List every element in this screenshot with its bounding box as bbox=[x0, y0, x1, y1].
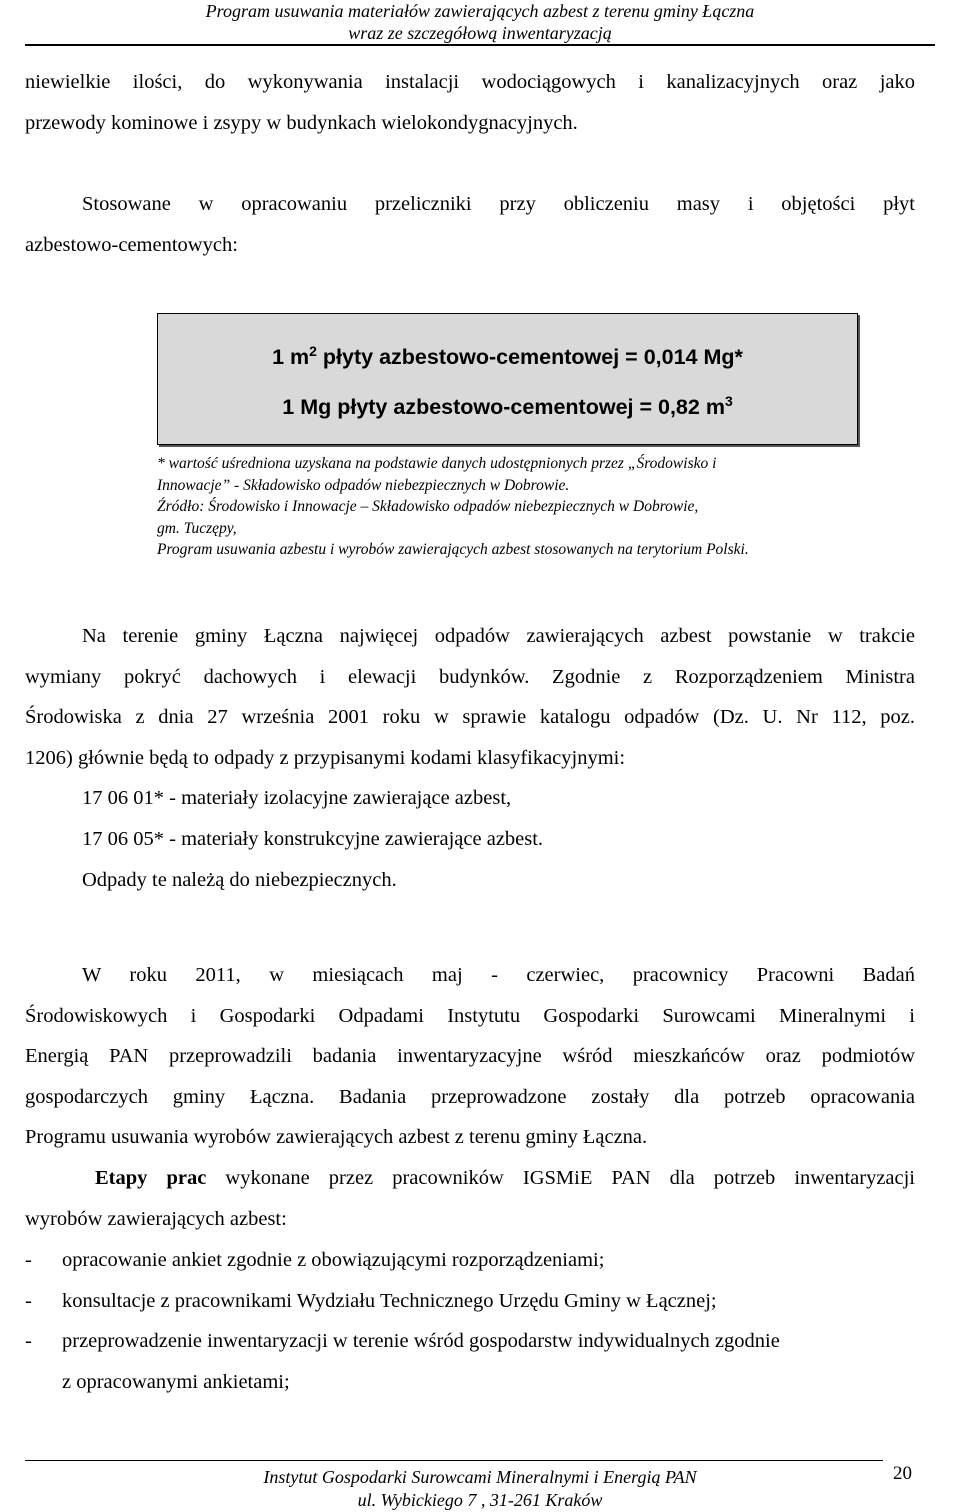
footer-line-1: Instytut Gospodarki Surowcami Mineralnymi i Energią PAN bbox=[263, 1467, 697, 1487]
list-dash: - bbox=[25, 1249, 32, 1271]
list-dash: - bbox=[25, 1290, 32, 1312]
converters-paragraph bbox=[25, 184, 915, 265]
waste-line-3: Środowiska z dnia 27 września 2001 roku w sprawie katalogu odpadów (Dz. U. Nr 112, poz. bbox=[25, 706, 915, 729]
waste-code-2: 17 06 05* - materiały konstrukcyjne zawierające azbest. bbox=[82, 827, 544, 850]
intro-paragraph bbox=[25, 62, 915, 143]
footer-rule bbox=[25, 1460, 883, 1461]
list-item bbox=[25, 1240, 915, 1281]
note-line-2: Innowacje” - Składowisko odpadów niebezpiecznych w Dobrowie. bbox=[157, 476, 570, 494]
stages-bold-label: Etapy prac bbox=[95, 1167, 207, 1189]
note-line-4: gm. Tuczępy, bbox=[157, 519, 237, 537]
header-line-1: Program usuwania materiałów zawierających azbest z terenu gminy Łączna bbox=[205, 1, 755, 21]
converters-line-1: Stosowane w opracowaniu przeliczniki przy obliczeniu masy i objętości płyt bbox=[82, 193, 915, 215]
stages-line-1: Etapy prac wykonane przez pracowników IGSMiE PAN dla potrzeb inwentaryzacji bbox=[95, 1167, 916, 1189]
waste-line-4: 1206) głównie będą to odpady z przypisanymi kodami klasyfikacyjnymi: bbox=[25, 746, 626, 769]
note-line-1: * wartość uśredniona uzyskana na podstawie danych udostępnionych przez „Środowisko i bbox=[157, 455, 717, 472]
waste-paragraph bbox=[25, 616, 915, 900]
list-item bbox=[25, 1281, 915, 1322]
waste-hazard-note: Odpady te należą do niebezpiecznych. bbox=[82, 868, 397, 891]
running-header bbox=[0, 0, 960, 44]
list-dash: - bbox=[25, 1330, 32, 1352]
survey-line-1: W roku 2011, w miesiącach maj - czerwiec, pracownicy Pracowni Badań bbox=[82, 964, 915, 986]
footer bbox=[0, 1466, 960, 1512]
waste-line-2: wymiany pokryć dachowych i elewacji budynków. Zgodnie z Rozporządzeniem Ministra bbox=[25, 665, 915, 688]
source-note bbox=[157, 453, 877, 561]
conversion-row-1: 1 $m^2$ płyty azbestowo-cementowej = 0,014 Mg* bbox=[272, 343, 743, 369]
header-line-2: wraz ze szczegółową inwentaryzacją bbox=[348, 23, 612, 43]
survey-paragraph bbox=[25, 955, 915, 1158]
survey-line-3: Energią PAN przeprowadzili badania inwentaryzacyjne wśród mieszkańców oraz podmiotów bbox=[25, 1045, 915, 1068]
survey-line-2: Środowiskowych i Gospodarki Odpadami Instytutu Gospodarki Surowcami Mineralnymi i bbox=[25, 1004, 915, 1027]
list-item bbox=[25, 1321, 915, 1403]
waste-code-1: 17 06 01* - materiały izolacyjne zawierające azbest, bbox=[82, 787, 512, 810]
stages-line-2: wyrobów zawierających azbest: bbox=[25, 1207, 287, 1230]
survey-line-5: Programu usuwania wyrobów zawierających azbest z terenu gminy Łączna. bbox=[25, 1126, 648, 1149]
list-item-text: opracowanie ankiet zgodnie z obowiązującymi rozporządzeniami; bbox=[62, 1249, 605, 1271]
waste-line-1: Na terenie gminy Łączna najwięcej odpadów zawierających azbest powstanie w trakcie bbox=[82, 625, 915, 647]
note-line-5: Program usuwania azbestu i wyrobów zawierających azbest stosowanych na terytorium Polski. bbox=[157, 541, 749, 558]
header-rule bbox=[25, 44, 935, 46]
converters-line-2: azbestowo-cementowych: bbox=[25, 233, 238, 256]
survey-line-4: gospodarczych gminy Łączna. Badania przeprowadzone zostały dla potrzeb opracowania bbox=[25, 1085, 915, 1108]
list-item-text: konsultacje z pracownikami Wydziału Technicznego Urzędu Gminy w Łącznej; bbox=[62, 1290, 717, 1312]
intro-line-1: niewielkie ilości, do wykonywania instalacji wodociągowych i kanalizacyjnych oraz jako bbox=[25, 71, 915, 93]
note-line-3: Źródło: Środowisko i Innowacje – Składowisko odpadów niebezpiecznych w Dobrowie, bbox=[157, 498, 699, 515]
footer-line-2: ul. Wybickiego 7 , 31-261 Kraków bbox=[357, 1490, 603, 1510]
conversion-row-2: 1 Mg płyty azbestowo-cementowej = 0,82 $m^3$ bbox=[282, 393, 733, 419]
page-number: 20 bbox=[893, 1463, 912, 1484]
list-item-text: przeprowadzenie inwentaryzacji w terenie wśród gospodarstw indywidualnych zgodnie bbox=[62, 1330, 780, 1352]
stages-paragraph bbox=[25, 1158, 915, 1239]
list-item-continuation: z opracowanymi ankietami; bbox=[62, 1371, 290, 1393]
intro-line-2: przewody kominowe i zsypy w budynkach wielokondygnacyjnych. bbox=[25, 111, 578, 134]
conversion-box bbox=[157, 313, 858, 445]
